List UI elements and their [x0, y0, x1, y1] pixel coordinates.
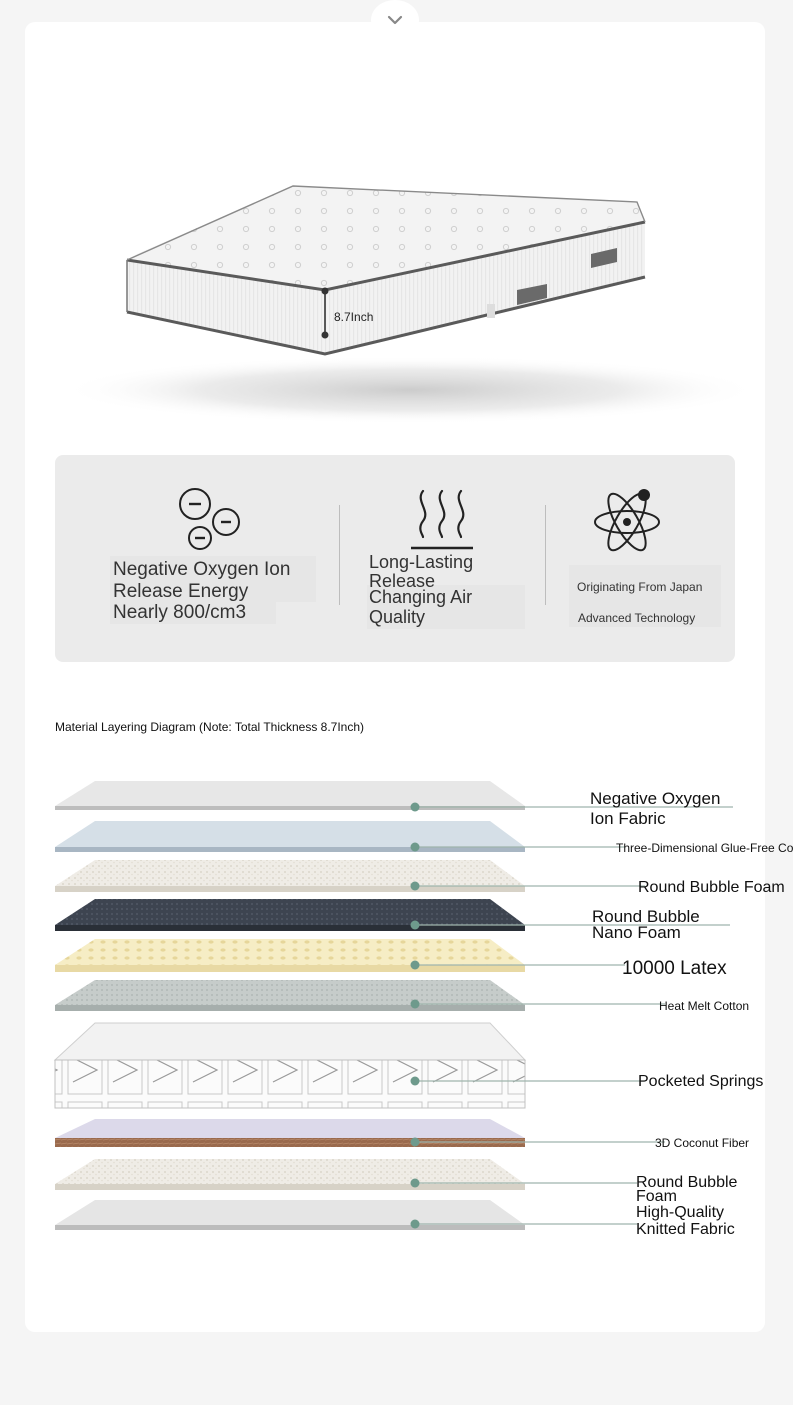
feature-line: Nearly 800/cm3: [113, 602, 247, 623]
feature-line: Release Energy: [113, 580, 249, 602]
feature-line: Originating From Japan: [577, 580, 703, 594]
diagram-title: Material Layering Diagram (Note: Total Thickness 8.7Inch): [55, 720, 365, 734]
collapse-button[interactable]: [371, 0, 419, 40]
feature-air-quality: [365, 455, 535, 662]
feature-line: Negative Oxygen Ion: [113, 559, 291, 580]
feature-line: Advanced Technology: [578, 611, 696, 625]
feature-negative-ion: [100, 455, 320, 662]
feature-line: Quality: [369, 607, 426, 627]
chevron-down-icon: [387, 15, 403, 25]
feature-panel: [55, 455, 735, 662]
feature-divider: [545, 505, 546, 605]
thickness-label: 8.7Inch: [334, 310, 374, 324]
air-waves-icon: [409, 487, 475, 551]
layer-label: Round Bubble Foam: [638, 879, 785, 896]
layer-label: Heat Melt Cotton: [659, 999, 750, 1013]
feature-divider: [339, 505, 340, 605]
layer-label: Negative Oxygen Ion Fabric: [590, 789, 721, 828]
layer-label: 10000 Latex: [622, 958, 727, 979]
feature-line: Release: [369, 571, 436, 591]
layer-label: Round Bubble Foam: [636, 1174, 738, 1205]
negative-ion-icon: [178, 487, 244, 551]
layer-label: High-Quality Knitted Fabric: [636, 1204, 735, 1238]
feature-line: Long-Lasting: [369, 552, 474, 572]
mattress-image: [25, 22, 765, 442]
layer-label: Pocketed Springs: [638, 1073, 764, 1090]
layer-label: Three-Dimensional Glue-Free Co: [616, 841, 793, 855]
feature-line: Changing Air: [369, 587, 473, 607]
atom-icon: [593, 487, 661, 553]
product-detail-card: [25, 22, 793, 1332]
layer-label: Round Bubble Nano Foam: [592, 907, 700, 942]
feature-technology: [555, 455, 735, 662]
layer-label: 3D Coconut Fiber: [655, 1136, 750, 1150]
